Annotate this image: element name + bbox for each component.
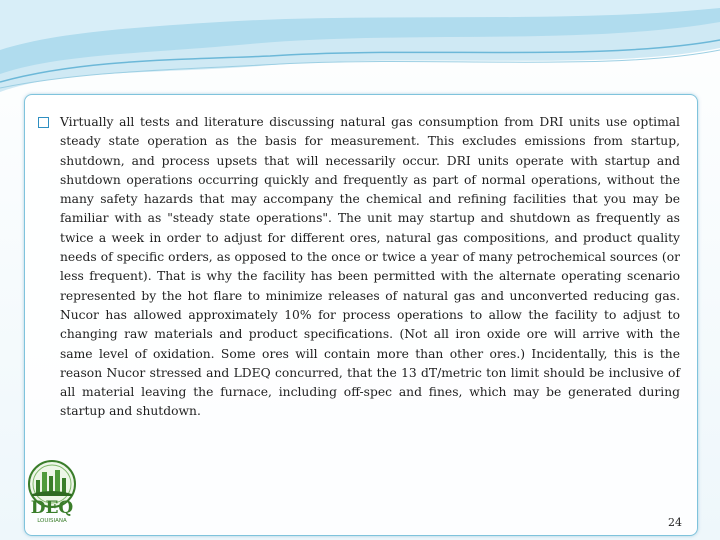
- hollow-square-bullet-icon: [38, 117, 49, 128]
- page-number: 24: [668, 516, 682, 529]
- bullet-text: Virtually all tests and literature discussing natural gas consumption from DRI units use optimal steady state operation as the basis for measurement. This excludes emissions from startup, shutdown, and process upsets that will necessarily occur. DRI units operate with startup and shutdown operations occurring quickly and frequently as part of normal operations, without the many safety hazards that may accompany the chemical and refining facilities that you may be familiar with as "steady state operations". The unit may startup and shutdown as frequently as twice a week in order to adjust for different ores, natural gas compositions, and product quality needs of specific orders, as opposed to the once or twice a year of many petrochemical sources (or less frequent). That is why the facility has been permitted with the alternate operating scenario represented by the hot flare to minimize releases of natural gas and unconverted reducing gas. Nucor has allowed approximately 10% for process operations to allow the facility to adjust to changing raw materials and product specifications. (Not all iron oxide ore will arrive with the same level of oxidation. Some ores will contain more than other ores.) Incidentally, this is the reason Nucor stressed and LDEQ concurred, that the 13 dT/metric ton limit should be inclusive of all material leaving the furnace, including off-spec and fines, which may be generated during startup and shutdown.: [60, 115, 680, 419]
- logo-subtext: LOUISIANA: [37, 518, 67, 524]
- logo-text: DEQ: [30, 498, 74, 518]
- top-wave-decoration: [0, 0, 720, 100]
- deq-logo: [20, 458, 84, 524]
- bullet-item: [38, 113, 680, 422]
